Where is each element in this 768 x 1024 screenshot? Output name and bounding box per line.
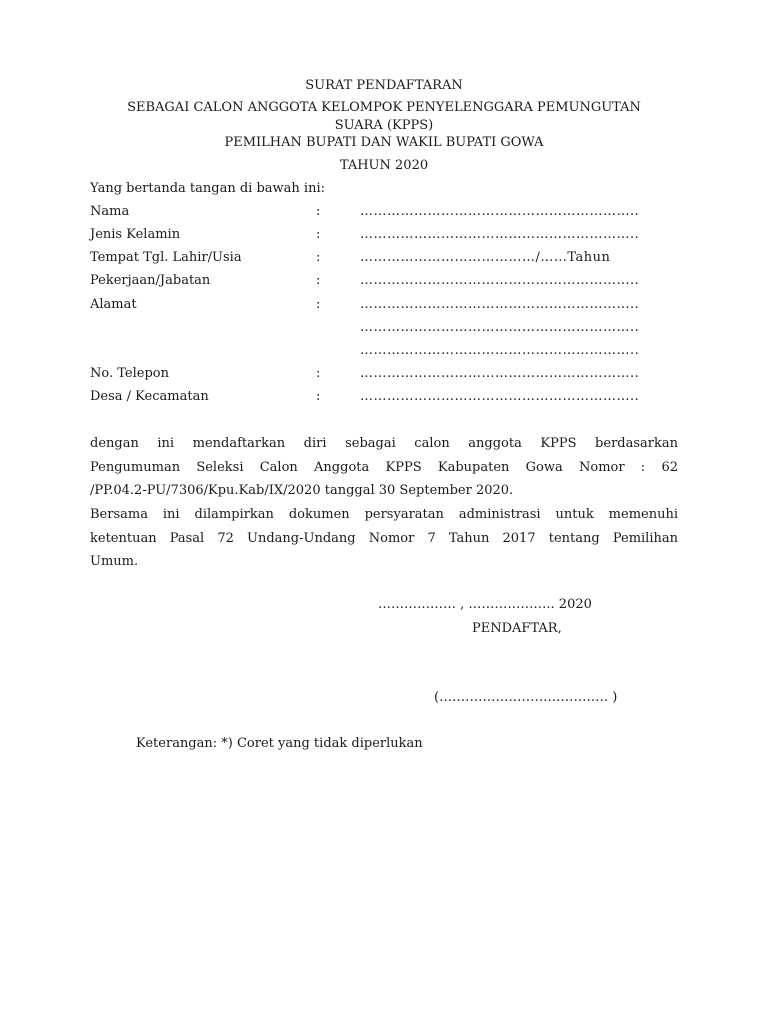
signature-role: PENDAFTAR,	[472, 621, 562, 636]
paragraph-line: Umum.	[90, 554, 139, 569]
field-blank-pekerjaan: ……………………………………………………..	[360, 273, 640, 288]
paragraph-line: Bersama ini dilampirkan dokumen persyaratan administrasi untuk memenuhi	[90, 507, 678, 522]
signature-place-date: ……………… , ……………….. 2020	[378, 597, 592, 612]
paragraph-line: ketentuan Pasal 72 Undang-Undang Nomor 7 Tahun 2017 tentang Pemilihan	[90, 530, 678, 546]
field-blank-alamat-3: ……………………………………………………..	[360, 343, 640, 358]
paragraph-line: /PP.04.2-PU/7306/Kpu.Kab/IX/2020 tanggal 30 September 2020.	[90, 483, 514, 498]
field-colon: :	[316, 204, 321, 219]
field-blank-tempat-tgl-lahir: …………………………………/……Tahun	[360, 250, 611, 265]
field-label-pekerjaan: Pekerjaan/Jabatan	[90, 273, 211, 288]
letter-subtitle-line-3: PEMILHAN BUPATI DAN WAKIL BUPATI GOWA	[224, 135, 544, 150]
field-colon: :	[316, 250, 321, 265]
footnote: Keterangan: *) Coret yang tidak diperlukan	[136, 736, 423, 751]
field-label-no-telepon: No. Telepon	[90, 366, 169, 381]
field-blank-nama: ……………………………………………………..	[360, 204, 640, 219]
registration-paragraph	[90, 432, 678, 503]
field-blank-no-telepon: ……………………………………………………..	[360, 366, 640, 381]
field-label-alamat: Alamat	[90, 297, 137, 312]
letter-title: SURAT PENDAFTARAN	[305, 78, 463, 93]
field-colon: :	[316, 297, 321, 312]
letter-subtitle-line-2: SUARA (KPPS)	[334, 118, 434, 133]
field-label-jenis-kelamin: Jenis Kelamin	[90, 227, 181, 242]
intro-text: Yang bertanda tangan di bawah ini:	[90, 181, 325, 196]
field-blank-desa-kecamatan: ……………………………………………………..	[360, 389, 640, 404]
attachment-paragraph	[90, 503, 678, 574]
field-label-desa-kecamatan: Desa / Kecamatan	[90, 389, 209, 404]
field-colon: :	[316, 389, 321, 404]
field-blank-alamat-1: ……………………………………………………..	[360, 297, 640, 312]
signature-name-blank: (………………………………… )	[434, 690, 618, 705]
field-colon: :	[316, 366, 321, 381]
field-blank-jenis-kelamin: ……………………………………………………..	[360, 227, 640, 242]
letter-subtitle-line-1: SEBAGAI CALON ANGGOTA KELOMPOK PENYELENGGARA PEMUNGUTAN	[127, 100, 641, 115]
paragraph-line: Pengumuman Seleksi Calon Anggota KPPS Kabupaten Gowa Nomor : 62	[90, 459, 678, 475]
field-label-nama: Nama	[90, 204, 130, 219]
letter-year: TAHUN 2020	[339, 158, 429, 173]
field-blank-alamat-2: ……………………………………………………..	[360, 320, 640, 335]
field-colon: :	[316, 273, 321, 288]
paragraph-line: dengan ini mendaftarkan diri sebagai calon anggota KPPS berdasarkan	[90, 436, 678, 451]
field-label-tempat-tgl-lahir: Tempat Tgl. Lahir/Usia	[90, 250, 242, 265]
field-colon: :	[316, 227, 321, 242]
